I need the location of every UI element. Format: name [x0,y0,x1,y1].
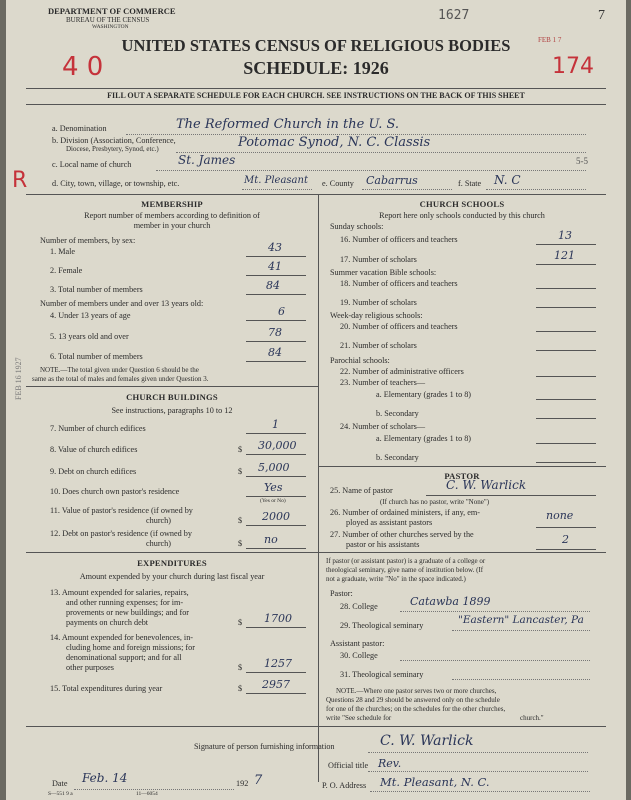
q15-dollar: $ [238,684,243,693]
q23a-label: a. Elementary (grades 1 to 8) [376,390,472,399]
q11-value: 2000 [262,510,290,523]
q26-value: none [546,509,574,522]
q14-line-1: 14. Amount expended for benevolences, in- [50,633,194,642]
membership-intro-1: Report number of members according to definition of [84,211,260,220]
signature-label: Signature of person furnishing information [194,742,335,751]
q11-dollar: $ [238,516,243,525]
q28-value: Catawba 1899 [410,595,491,608]
form-title: UNITED STATES CENSUS OF RELIGIOUS BODIES [121,36,511,55]
q29-value: "Eastern" Lancaster, Pa [458,614,584,626]
q9-value: 5,000 [258,461,290,474]
q21-label: 21. Number of scholars [340,341,417,350]
q13-dollar: $ [238,618,243,627]
q17-label: 17. Number of scholars [340,255,417,264]
q27-label-2: pastor or his assistants [346,540,420,549]
q28-label: 28. College [340,602,378,611]
stamp-number: 1627 [438,8,470,23]
city-label: d. City, town, village, or township, etc. [52,179,180,188]
q14-line-2: cluding home and foreign missions; for [66,643,195,652]
form-subtitle: SCHEDULE: 1926 [243,58,389,78]
red-r-mark: R [12,168,28,193]
signature-value: C. W. Warlick [380,733,474,749]
schools-intro: Report here only schools conducted by this church [379,211,545,220]
q14-line-3: denominational support; and for all [66,653,182,662]
parochial-label: Parochial schools: [330,356,390,365]
by-sex-label: Number of members, by sex: [40,236,136,245]
date-stamp: FEB 1 7 [538,36,562,44]
q25-label: 25. Name of pastor [330,486,393,495]
q23b-label: b. Secondary [376,409,419,418]
q11-label-2: church) [146,516,172,525]
pastor-note-3: for one of the churches; on the schedules for the other churches, [326,705,506,713]
q14-dollar: $ [238,663,243,672]
q8-dollar: $ [238,445,243,454]
q18-label: 18. Number of officers and teachers [340,279,458,288]
q26-label-2: ployed as assistant pastors [346,518,433,527]
q31-label: 31. Theological seminary [340,670,424,679]
q9-label: 9. Debt on church edifices [50,467,137,476]
q26-label-1: 26. Number of ordained ministers, if any, em- [330,508,480,517]
q15-label: 15. Total expenditures during year [50,684,163,693]
graduate-note-1: If pastor (or assistant pastor) is a graduate of a college or [326,557,486,565]
q24a-label: a. Elementary (grades 1 to 8) [376,434,472,443]
q24-label: 24. Number of scholars— [340,422,426,431]
q23-label: 23. Number of teachers— [340,378,426,387]
print-code: 11—6054 [136,791,158,797]
pastor-note-2: Questions 28 and 29 should be answered only on the schedule [326,696,500,704]
sunday-label: Sunday schools: [330,222,384,231]
q3-label: 3. Total number of members [50,285,143,294]
department-name: DEPARTMENT OF COMMERCE [48,6,176,16]
division-label-2: Diocese, Presbytery, Synod, etc.) [66,145,159,153]
bureau-name: BUREAU OF THE CENSUS [66,16,150,24]
q20-label: 20. Number of officers and teachers [340,322,458,331]
q12-value: no [264,533,278,546]
q2-value: 41 [268,260,282,273]
q11-label-1: 11. Value of pastor's residence (if owned by [50,506,193,515]
q16-value: 13 [558,229,572,242]
q10-hint: (Yes or No) [260,498,286,504]
county-value: Cabarrus [366,174,418,187]
q5-label: 5. 13 years old and over [50,332,129,341]
date-label: Date [52,779,68,788]
membership-intro-2: member in your church [133,221,211,230]
pastor-note-5: church." [520,714,544,722]
buildings-heading: CHURCH BUILDINGS [126,392,218,402]
q16-label: 16. Number of officers and teachers [340,235,458,244]
q8-value: 30,000 [258,439,297,452]
q5-value: 78 [268,326,282,339]
division-value: Potomac Synod, N. C. Classis [238,135,431,150]
q6-label: 6. Total number of members [50,352,143,361]
q9-dollar: $ [238,467,243,476]
q29-label: 29. Theological seminary [340,621,424,630]
q3-value: 84 [266,279,280,292]
denomination-value: The Reformed Church in the U. S. [176,117,400,132]
weekday-label: Week-day religious schools: [330,311,423,320]
q4-label: 4. Under 13 years of age [50,311,131,320]
pastor-heading: PASTOR [444,471,480,481]
q7-value: 1 [272,418,279,431]
q13-line-2: and other running expenses; for im- [66,598,184,607]
q13-line-1: 13. Amount expended for salaries, repairs, [50,588,189,597]
q12-dollar: $ [238,539,243,548]
q1-label: 1. Male [50,247,76,256]
membership-heading: MEMBERSHIP [141,199,203,209]
q14-value: 1257 [264,657,292,670]
q27-label-1: 27. Number of other churches served by the [330,530,474,539]
q12-label-2: church) [146,539,172,548]
instruction-line: FILL OUT A SEPARATE SCHEDULE FOR EACH CHURCH. SEE INSTRUCTIONS ON THE BACK OF THIS SHEET [107,91,525,100]
expenditures-heading: EXPENDITURES [137,558,207,568]
local-name-value: St. James [178,153,236,167]
official-title-value: Rev. [378,757,402,770]
year-value: 7 [254,773,263,788]
denomination-label: a. Denomination [52,124,107,133]
q25-hint: (If church has no pastor, write "None") [380,498,490,506]
po-address-label: P. O. Address [322,781,367,790]
city-name: WASHINGTON [92,24,129,30]
date-value: Feb. 14 [82,771,128,785]
q27-value: 2 [562,533,569,546]
membership-note-2: same as the total of males and females given under Question 3. [32,375,209,383]
q1-value: 43 [268,241,282,254]
q7-label: 7. Number of church edifices [50,424,146,433]
q2-label: 2. Female [50,266,83,275]
q8-label: 8. Value of church edifices [50,445,138,454]
side-stamp: FEB 16 1927 [14,357,23,400]
pastor-note-4: write "See schedule for [326,714,392,722]
census-schedule-page [6,0,626,800]
graduate-note-3: not a graduate, write "No" in the space indicated.) [326,575,466,583]
left-red-mark: 4 0 [62,52,104,82]
q24b-label: b. Secondary [376,453,419,462]
q10-label: 10. Does church own pastor's residence [50,487,180,496]
q13-line-4: payments on church debt [66,618,149,627]
official-title-label: Official title [328,761,369,770]
buildings-intro: See instructions, paragraphs 10 to 12 [111,406,233,415]
year-prefix: 192 [236,779,249,788]
q4-value: 6 [278,305,285,318]
q13-line-3: provements or new buildings; and for [66,608,190,617]
local-name-label: c. Local name of church [52,160,132,169]
po-address-value: Mt. Pleasant, N. C. [380,775,490,789]
pastor-subhead: Pastor: [330,589,353,598]
form-code: S—551 9 a [48,791,73,797]
q6-value: 84 [268,346,282,359]
age-intro-label: Number of members under and over 13 years old: [40,299,204,308]
q22-label: 22. Number of administrative officers [340,367,464,376]
q14-line-4: other purposes [66,663,114,672]
pastor-note-1: NOTE.—Where one pastor serves two or more churches, [336,687,497,695]
q15-value: 2957 [262,678,290,691]
city-value: Mt. Pleasant [244,175,308,186]
q13-value: 1700 [264,612,292,625]
state-value: N. C [494,173,521,187]
corner-mark: 7 [598,8,605,23]
q12-label-1: 12. Debt on pastor's residence (if owned by [50,529,192,538]
division-label-1: b. Division (Association, Conference, [52,136,176,145]
q17-value: 121 [554,249,575,262]
membership-note-1: NOTE.—The total given under Question 6 should be the [40,366,199,374]
state-label: f. State [458,179,482,188]
q10-value: Yes [264,481,283,494]
q19-label: 19. Number of scholars [340,298,417,307]
assistant-subhead: Assistant pastor: [330,639,385,648]
right-red-mark: 174 [552,54,594,79]
county-label: e. County [322,179,354,188]
local-name-note: 5-5 [576,156,588,166]
q30-label: 30. College [340,651,378,660]
expenditures-intro: Amount expended by your church during last fiscal year [79,572,265,581]
graduate-note-2: theological seminary, give name of institution below. (If [326,566,484,574]
schools-heading: CHURCH SCHOOLS [419,199,505,209]
q25-value: C. W. Warlick [446,478,527,492]
summer-label: Summer vacation Bible schools: [330,268,437,277]
